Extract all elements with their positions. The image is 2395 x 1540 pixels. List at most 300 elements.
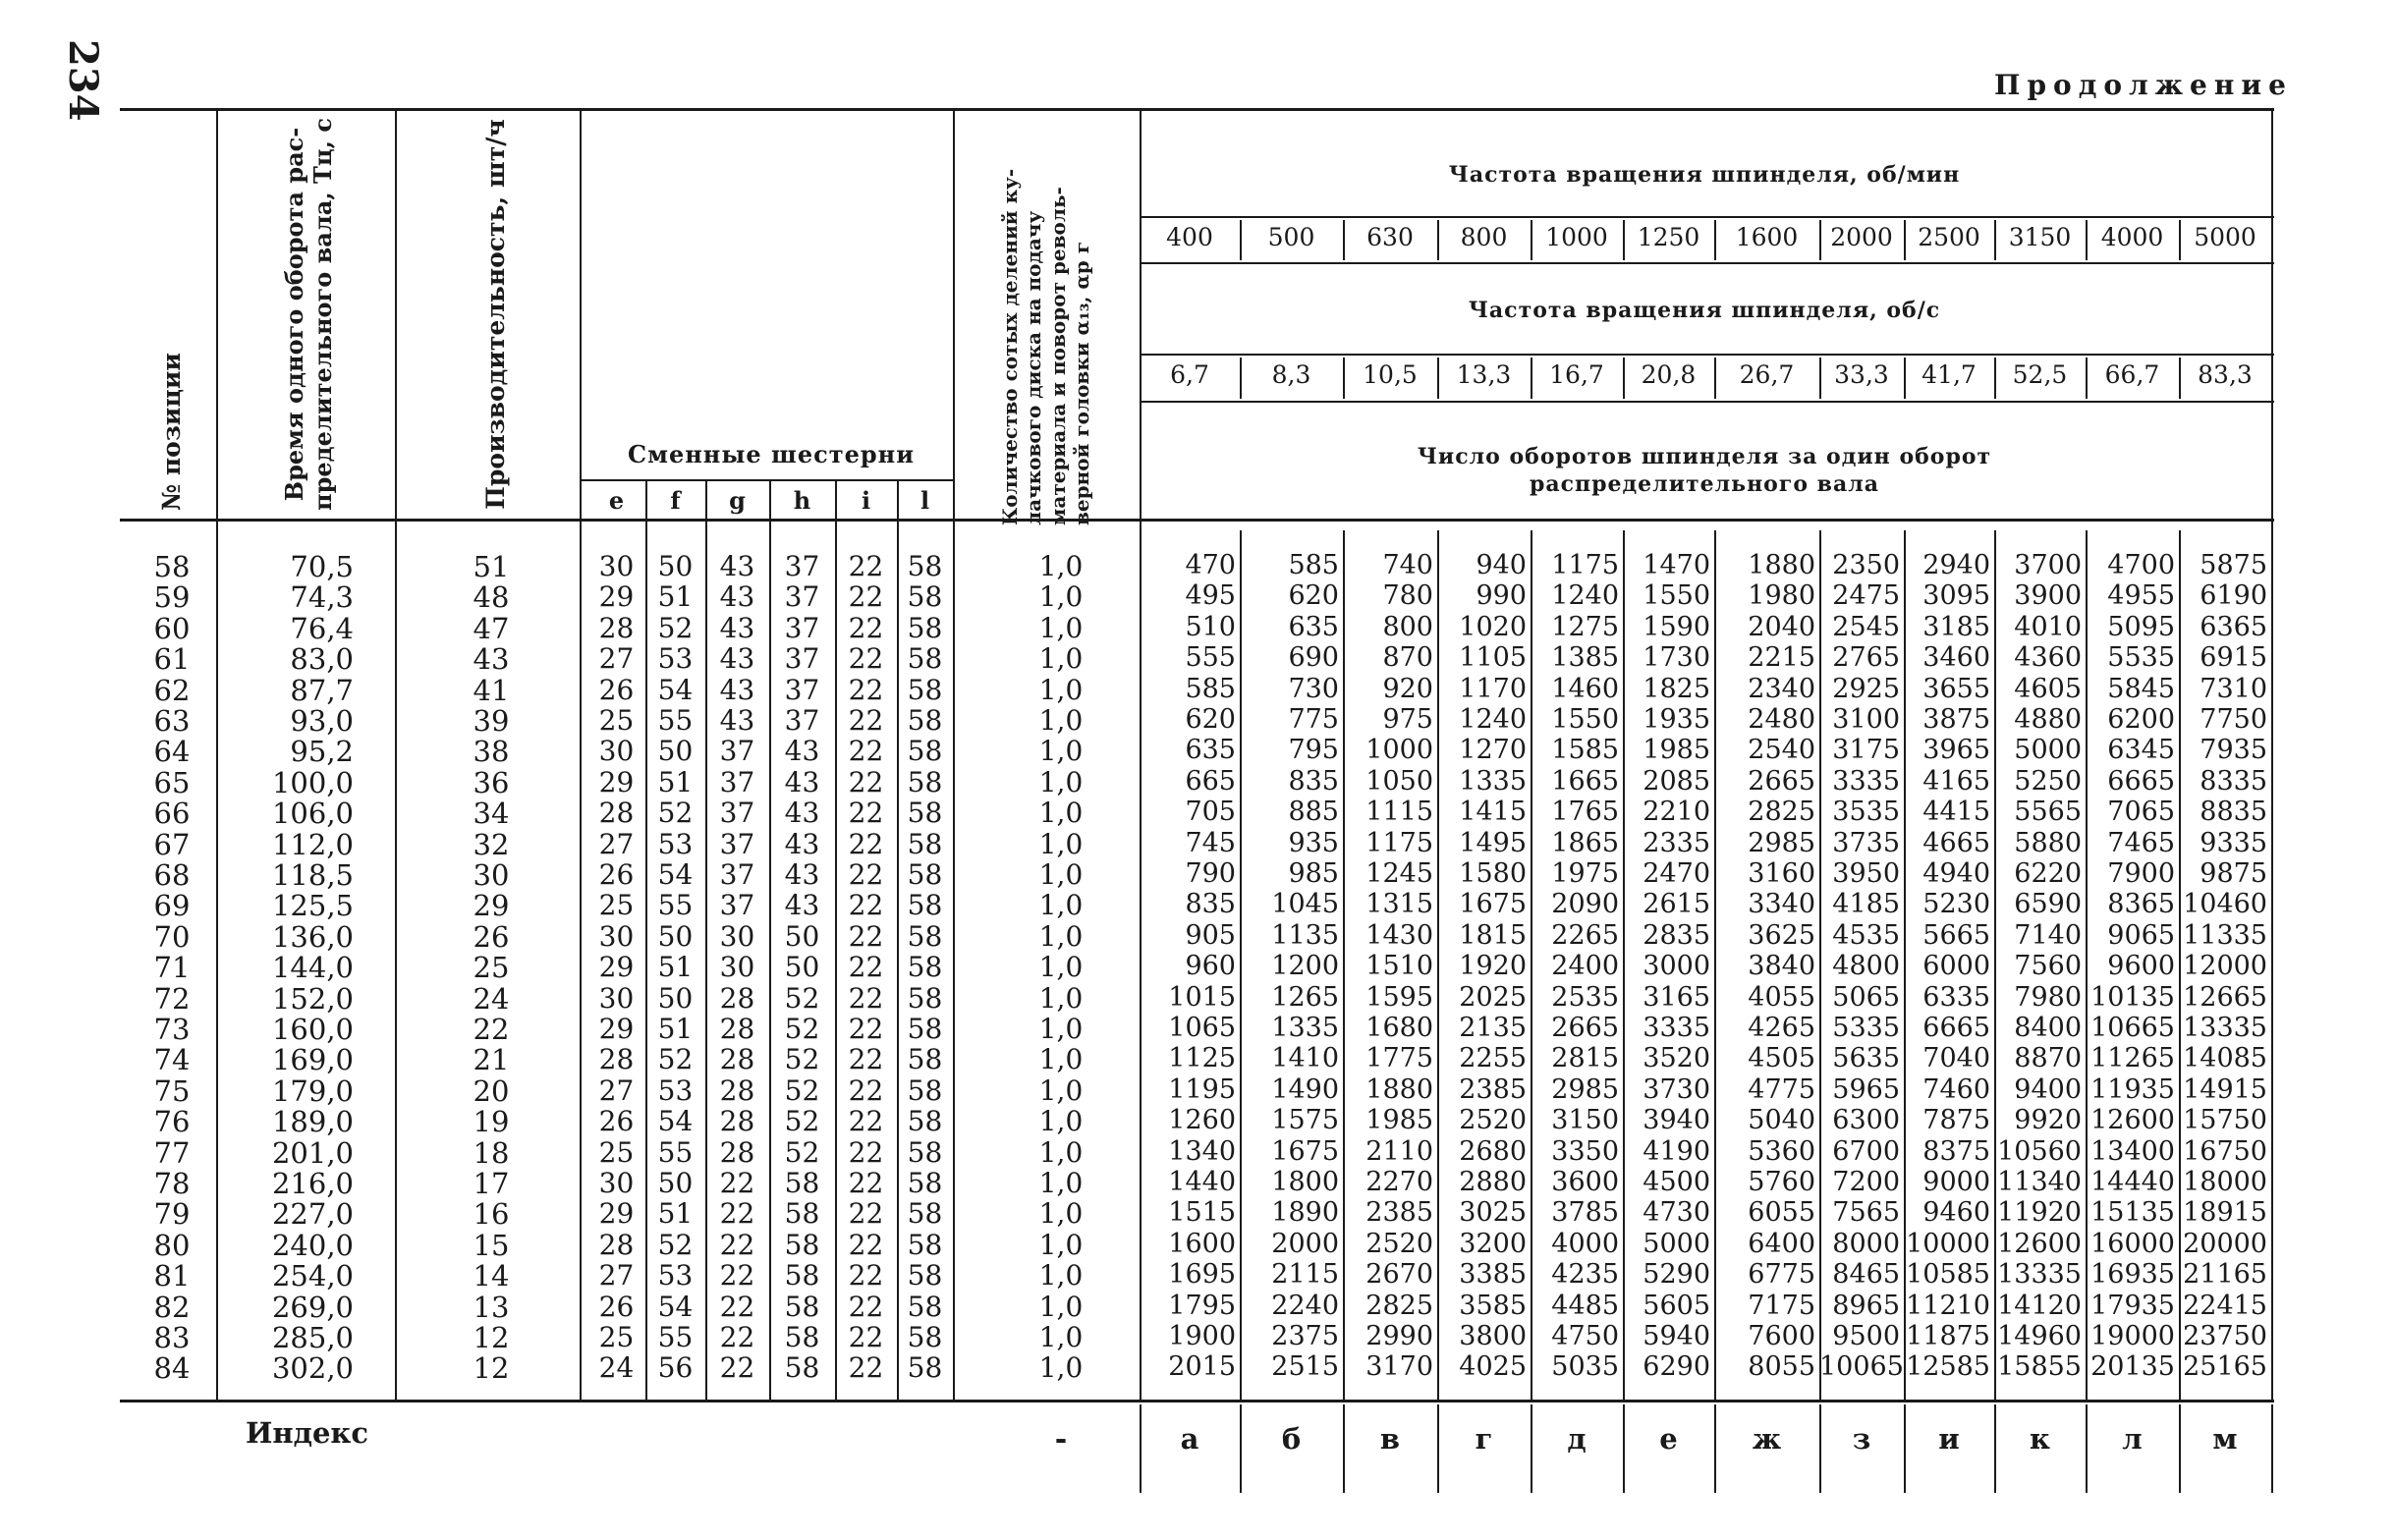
cell-cycle-time: 136,0	[271, 919, 354, 954]
cell-position: 75	[153, 1073, 191, 1108]
cell-revs: 14915	[2183, 1073, 2267, 1105]
cell-revs: 7065	[2107, 797, 2175, 828]
cell-gear: 51	[657, 951, 694, 984]
cell-revs: 7935	[2200, 735, 2267, 766]
header-revs-line2: распределительного вала	[1530, 471, 1879, 497]
cell-revs: 1460	[1551, 673, 1619, 704]
cell-revs: 4010	[2014, 611, 2082, 642]
table-row	[0, 673, 2395, 707]
table-row	[0, 642, 2395, 677]
cell-position: 84	[153, 1351, 191, 1386]
cell-revs: 14960	[1997, 1321, 2082, 1351]
cell-revs: 3730	[1643, 1073, 1710, 1105]
cell-revs: 1680	[1365, 1013, 1433, 1043]
cell-position: 65	[153, 765, 191, 799]
cell-revs: 730	[1288, 673, 1339, 704]
cell-revs: 7310	[2200, 673, 2267, 704]
cell-gear: 22	[719, 1167, 755, 1199]
cell-gear: 58	[907, 1290, 943, 1323]
cell-gear: 43	[784, 765, 820, 798]
rpm-value: 5000	[2194, 223, 2256, 251]
cell-position: 74	[153, 1043, 191, 1077]
cell-revs: 8365	[2107, 889, 2175, 920]
cell-gear: 22	[848, 1197, 884, 1231]
cell-revs: 3875	[1922, 704, 1990, 735]
cell-revs: 5605	[1643, 1290, 1710, 1321]
cell-cycle-time: 112,0	[271, 827, 354, 861]
cell-revs: 13400	[2090, 1135, 2175, 1167]
cell-revs: 1580	[1459, 858, 1527, 889]
cell-revs: 2085	[1643, 765, 1710, 797]
cell-gear: 58	[907, 1073, 943, 1107]
cell-gear: 43	[784, 858, 820, 891]
cell-gear: 53	[657, 827, 694, 860]
cell-revs: 4055	[1748, 981, 1815, 1013]
cell-gear: 22	[848, 704, 884, 737]
rpm-value: 2500	[1918, 223, 1980, 251]
cell-gear: 51	[657, 1013, 694, 1045]
cell-revs: 10065	[1819, 1351, 1904, 1383]
cell-revs: 25165	[2183, 1351, 2267, 1383]
cell-revs: 3025	[1459, 1197, 1527, 1229]
cell-revs: 1135	[1271, 919, 1339, 951]
cell-revs: 6200	[2107, 704, 2175, 735]
table-row	[0, 919, 2395, 954]
cell-revs: 5845	[2107, 673, 2175, 704]
cell-gear: 30	[719, 919, 755, 953]
cell-revs: 975	[1382, 704, 1433, 735]
cell-revs: 1335	[1271, 1013, 1339, 1043]
cell-revs: 1115	[1365, 797, 1433, 828]
cell-revs: 4235	[1551, 1259, 1619, 1291]
cell-gear: 37	[719, 827, 755, 860]
cell-revs: 2215	[1748, 642, 1815, 674]
cell-cycle-time: 254,0	[271, 1259, 354, 1293]
cell-revs: 2110	[1365, 1135, 1433, 1167]
cell-gear: 26	[598, 1290, 635, 1323]
cell-revs: 2825	[1748, 797, 1815, 828]
cell-revs: 6365	[2200, 611, 2267, 642]
cell-gear: 52	[657, 611, 694, 644]
cell-revs: 5250	[2014, 765, 2082, 797]
cell-gear: 58	[907, 765, 943, 798]
cell-disk-count: 1,0	[1038, 1073, 1084, 1107]
cell-disk-count: 1,0	[1038, 858, 1084, 891]
table-row	[0, 1073, 2395, 1108]
cell-gear: 58	[907, 797, 943, 830]
cell-revs: 1510	[1365, 951, 1433, 982]
cell-gear: 28	[719, 981, 755, 1015]
cell-gear: 58	[784, 1321, 820, 1353]
cell-revs: 21165	[2183, 1259, 2267, 1291]
cell-revs: 800	[1382, 611, 1433, 642]
cell-revs: 3335	[1643, 1013, 1710, 1043]
cell-gear: 24	[598, 1351, 635, 1385]
cell-cycle-time: 152,0	[271, 981, 354, 1016]
cell-revs: 1765	[1551, 797, 1619, 828]
cell-revs: 10665	[2090, 1013, 2175, 1043]
rpm-value: 1000	[1545, 223, 1608, 251]
cell-gear: 28	[598, 611, 635, 644]
rpm-value: 3150	[2008, 223, 2072, 251]
cell-revs: 7040	[1922, 1043, 1990, 1074]
cell-gear: 22	[848, 611, 884, 644]
cell-gear: 58	[907, 1351, 943, 1385]
cell-gear: 22	[848, 1259, 884, 1292]
cell-revs: 8335	[2200, 765, 2267, 797]
cell-gear: 28	[598, 1043, 635, 1076]
cell-position: 60	[153, 611, 191, 645]
index-disk: -	[1054, 1422, 1068, 1457]
cell-gear: 22	[848, 1013, 884, 1045]
cell-revs: 745	[1185, 827, 1236, 858]
cell-position: 70	[153, 919, 191, 954]
cell-revs: 2985	[1551, 1073, 1619, 1105]
cell-revs: 4880	[2014, 704, 2082, 735]
cell-revs: 7980	[2014, 981, 2082, 1013]
table-row	[0, 735, 2395, 769]
cell-revs: 10000	[1906, 1228, 1990, 1259]
cell-disk-count: 1,0	[1038, 1290, 1084, 1323]
cell-revs: 5335	[1832, 1013, 1900, 1043]
cell-revs: 4165	[1922, 765, 1990, 797]
cell-revs: 3600	[1551, 1167, 1619, 1197]
cell-revs: 7600	[1748, 1321, 1815, 1351]
cell-gear: 55	[657, 1135, 694, 1169]
cell-revs: 11265	[2090, 1043, 2175, 1074]
cell-revs: 1975	[1551, 858, 1619, 889]
cell-gear: 58	[907, 1105, 943, 1138]
cell-gear: 28	[719, 1043, 755, 1076]
header-gears-title: Сменные шестерни	[628, 440, 915, 468]
cell-productivity: 39	[473, 704, 510, 738]
cell-gear: 43	[719, 580, 755, 614]
cell-gear: 50	[657, 981, 694, 1015]
cell-revs: 18915	[2183, 1197, 2267, 1229]
cell-revs: 3535	[1832, 797, 1900, 828]
cell-revs: 18000	[2183, 1167, 2267, 1197]
cell-gear: 52	[784, 1073, 820, 1107]
cell-revs: 4800	[1832, 951, 1900, 982]
cell-revs: 935	[1288, 827, 1339, 858]
cell-revs: 1515	[1168, 1197, 1236, 1229]
index-value: д	[1567, 1422, 1587, 1456]
cell-revs: 2400	[1551, 951, 1619, 982]
cell-revs: 4500	[1643, 1167, 1710, 1197]
cell-gear: 54	[657, 858, 694, 891]
cell-revs: 6000	[1922, 951, 1990, 982]
cell-revs: 23750	[2183, 1321, 2267, 1351]
cell-gear: 37	[719, 889, 755, 922]
cell-cycle-time: 216,0	[271, 1167, 354, 1200]
cell-revs: 9065	[2107, 919, 2175, 951]
cell-revs: 4265	[1748, 1013, 1815, 1043]
cell-revs: 6290	[1643, 1351, 1710, 1383]
cell-gear: 56	[657, 1351, 694, 1385]
cell-revs: 1340	[1168, 1135, 1236, 1167]
cell-revs: 2135	[1459, 1013, 1527, 1043]
rpm-value: 400	[1166, 223, 1213, 251]
cell-revs: 665	[1185, 765, 1236, 797]
cell-gear: 58	[784, 1351, 820, 1385]
cell-revs: 6665	[1922, 1013, 1990, 1043]
cell-revs: 3100	[1832, 704, 1900, 735]
cell-gear: 22	[848, 951, 884, 984]
cell-revs: 620	[1288, 580, 1339, 612]
cell-disk-count: 1,0	[1038, 550, 1084, 582]
cell-revs: 10560	[1997, 1135, 2082, 1167]
cell-revs: 1170	[1459, 673, 1527, 704]
cell-cycle-time: 74,3	[290, 580, 354, 615]
cell-revs: 2475	[1832, 580, 1900, 612]
cell-revs: 3165	[1643, 981, 1710, 1013]
index-value: е	[1659, 1422, 1678, 1456]
cell-disk-count: 1,0	[1038, 1105, 1084, 1138]
cell-revs: 1415	[1459, 797, 1527, 828]
cell-productivity: 48	[473, 580, 510, 615]
header-freq-rps: Частота вращения шпинделя, об/с	[1468, 298, 1941, 323]
cell-gear: 28	[719, 1105, 755, 1138]
rule-horizontal	[1140, 354, 2274, 356]
cell-disk-count: 1,0	[1038, 1259, 1084, 1292]
cell-cycle-time: 106,0	[271, 797, 354, 831]
cell-position: 83	[153, 1321, 191, 1354]
gear-letter: h	[793, 486, 811, 515]
cell-disk-count: 1,0	[1038, 1135, 1084, 1169]
cell-revs: 2615	[1643, 889, 1710, 920]
cell-gear: 43	[784, 735, 820, 768]
cell-gear: 58	[907, 550, 943, 582]
cell-cycle-time: 100,0	[271, 765, 354, 799]
cell-revs: 4605	[2014, 673, 2082, 704]
cell-gear: 28	[719, 1013, 755, 1045]
cell-revs: 1175	[1365, 827, 1433, 858]
cell-revs: 19000	[2090, 1321, 2175, 1351]
cell-revs: 985	[1288, 858, 1339, 889]
cell-revs: 5635	[1832, 1043, 1900, 1074]
cell-revs: 2880	[1459, 1167, 1527, 1197]
cell-gear: 22	[719, 1290, 755, 1323]
cell-revs: 4485	[1551, 1290, 1619, 1321]
cell-revs: 6190	[2200, 580, 2267, 612]
cell-gear: 22	[848, 919, 884, 953]
cell-gear: 55	[657, 889, 694, 922]
index-value: л	[2122, 1422, 2143, 1456]
cell-revs: 3800	[1459, 1321, 1527, 1351]
cell-revs: 635	[1288, 611, 1339, 642]
cell-productivity: 17	[473, 1167, 510, 1200]
rule-horizontal	[120, 1400, 2274, 1402]
cell-gear: 37	[719, 858, 755, 891]
cell-revs: 1200	[1271, 951, 1339, 982]
rps-value: 33,3	[1834, 360, 1889, 389]
cell-revs: 920	[1382, 673, 1433, 704]
cell-revs: 1825	[1643, 673, 1710, 704]
cell-revs: 5065	[1832, 981, 1900, 1013]
index-value: ж	[1752, 1422, 1782, 1456]
cell-revs: 12665	[2183, 981, 2267, 1013]
cell-gear: 58	[907, 889, 943, 922]
rpm-value: 1600	[1735, 223, 1799, 251]
cell-revs: 1935	[1643, 704, 1710, 735]
cell-position: 59	[153, 580, 191, 615]
rule-horizontal	[1140, 216, 2274, 218]
cell-revs: 1665	[1551, 765, 1619, 797]
cell-revs: 3735	[1832, 827, 1900, 858]
rpm-value: 4000	[2100, 223, 2164, 251]
cell-productivity: 20	[473, 1073, 510, 1108]
table-row	[0, 1259, 2395, 1293]
cell-revs: 9460	[1922, 1197, 1990, 1229]
cell-disk-count: 1,0	[1038, 889, 1084, 922]
cell-revs: 3335	[1832, 765, 1900, 797]
rps-value: 41,7	[1922, 360, 1977, 389]
cell-revs: 5880	[2014, 827, 2082, 858]
cell-revs: 6915	[2200, 642, 2267, 674]
cell-revs: 585	[1185, 673, 1236, 704]
cell-revs: 495	[1185, 580, 1236, 612]
cell-gear: 22	[848, 735, 884, 768]
cell-revs: 2515	[1271, 1351, 1339, 1383]
cell-revs: 8400	[2014, 1013, 2082, 1043]
cell-gear: 51	[657, 1197, 694, 1231]
cell-gear: 58	[907, 1197, 943, 1231]
cell-gear: 50	[657, 550, 694, 582]
rps-value: 8,3	[1271, 360, 1311, 389]
cell-revs: 4415	[1922, 797, 1990, 828]
cell-revs: 510	[1185, 611, 1236, 642]
cell-revs: 22415	[2183, 1290, 2267, 1321]
cell-gear: 58	[907, 1228, 943, 1261]
cell-gear: 22	[719, 1351, 755, 1385]
rpm-value: 2000	[1830, 223, 1893, 251]
rps-value: 16,7	[1549, 360, 1604, 389]
cell-revs: 795	[1288, 735, 1339, 766]
cell-revs: 7175	[1748, 1290, 1815, 1321]
cell-revs: 2520	[1365, 1228, 1433, 1259]
cell-revs: 2240	[1271, 1290, 1339, 1321]
table-row	[0, 1228, 2395, 1262]
cell-revs: 2375	[1271, 1321, 1339, 1351]
header-disk-count: Количество сотых делений ку- лачкового диска на подачу материала и поворот револь- верной головки α₁₃, αр г	[998, 168, 1094, 525]
cell-position: 61	[153, 642, 191, 677]
index-value: в	[1379, 1422, 1401, 1456]
cell-gear: 22	[848, 673, 884, 706]
cell-revs: 5665	[1922, 919, 1990, 951]
cell-disk-count: 1,0	[1038, 580, 1084, 614]
cell-productivity: 32	[473, 827, 510, 861]
cell-revs: 1985	[1643, 735, 1710, 766]
cell-gear: 22	[848, 1167, 884, 1199]
header-productivity: Производительность, шт/ч	[481, 119, 510, 510]
header-freq-rpm: Частота вращения шпинделя, об/мин	[1448, 162, 1961, 188]
cell-revs: 4730	[1643, 1197, 1710, 1229]
cell-gear: 28	[598, 797, 635, 830]
cell-revs: 10585	[1906, 1259, 1990, 1291]
cell-gear: 22	[848, 1290, 884, 1323]
cell-gear: 53	[657, 1259, 694, 1292]
cell-gear: 50	[657, 1167, 694, 1199]
cell-gear: 58	[907, 1321, 943, 1353]
cell-revs: 2000	[1271, 1228, 1339, 1259]
cell-revs: 13335	[1997, 1259, 2082, 1291]
cell-revs: 3655	[1922, 673, 1990, 704]
cell-gear: 51	[657, 580, 694, 614]
cell-gear: 37	[784, 673, 820, 706]
cell-revs: 835	[1288, 765, 1339, 797]
cell-gear: 58	[907, 1135, 943, 1169]
cell-revs: 7200	[1832, 1167, 1900, 1197]
cell-gear: 25	[598, 1135, 635, 1169]
cell-position: 69	[153, 889, 191, 923]
cell-revs: 1775	[1365, 1043, 1433, 1074]
rps-value: 10,5	[1363, 360, 1418, 389]
cell-revs: 940	[1476, 550, 1527, 580]
cell-revs: 2925	[1832, 673, 1900, 704]
cell-revs: 2520	[1459, 1105, 1527, 1136]
rpm-value: 1250	[1637, 223, 1700, 251]
cell-gear: 29	[598, 1197, 635, 1231]
cell-revs: 1575	[1271, 1105, 1339, 1136]
continuation-label: Продолжение	[1994, 69, 2293, 101]
cell-revs: 5760	[1748, 1167, 1815, 1197]
cell-disk-count: 1,0	[1038, 673, 1084, 706]
cell-gear: 37	[719, 765, 755, 798]
cell-gear: 37	[719, 797, 755, 830]
cell-revs: 740	[1382, 550, 1433, 580]
cell-gear: 58	[907, 704, 943, 737]
cell-gear: 43	[784, 797, 820, 830]
cell-gear: 50	[657, 735, 694, 768]
cell-revs: 1265	[1271, 981, 1339, 1013]
cell-disk-count: 1,0	[1038, 735, 1084, 768]
cell-revs: 9335	[2200, 827, 2267, 858]
cell-revs: 14085	[2183, 1043, 2267, 1074]
cell-revs: 11335	[2183, 919, 2267, 951]
cell-gear: 43	[784, 889, 820, 922]
gear-letter: i	[861, 486, 871, 515]
cell-revs: 1985	[1365, 1105, 1433, 1136]
cell-gear: 22	[848, 1351, 884, 1385]
cell-disk-count: 1,0	[1038, 1167, 1084, 1199]
cell-position: 78	[153, 1167, 191, 1200]
cell-revs: 3150	[1551, 1105, 1619, 1136]
cell-revs: 2265	[1551, 919, 1619, 951]
index-value: г	[1475, 1422, 1493, 1456]
page-number: 234	[60, 39, 106, 122]
cell-revs: 2985	[1748, 827, 1815, 858]
cell-productivity: 38	[473, 735, 510, 769]
cell-productivity: 51	[473, 550, 510, 583]
cell-revs: 1050	[1365, 765, 1433, 797]
cell-gear: 30	[598, 981, 635, 1015]
cell-revs: 6220	[2014, 858, 2082, 889]
cell-gear: 50	[657, 919, 694, 953]
cell-gear: 54	[657, 1290, 694, 1323]
cell-position: 71	[153, 951, 191, 985]
cell-gear: 58	[907, 1259, 943, 1292]
cell-revs: 3340	[1748, 889, 1815, 920]
cell-gear: 37	[784, 611, 820, 644]
cell-revs: 20000	[2183, 1228, 2267, 1259]
cell-gear: 43	[719, 611, 755, 644]
cell-revs: 9000	[1922, 1167, 1990, 1197]
cell-gear: 27	[598, 642, 635, 676]
cell-revs: 3585	[1459, 1290, 1527, 1321]
cell-disk-count: 1,0	[1038, 642, 1084, 676]
cell-revs: 1240	[1551, 580, 1619, 612]
cell-revs: 9600	[2107, 951, 2175, 982]
